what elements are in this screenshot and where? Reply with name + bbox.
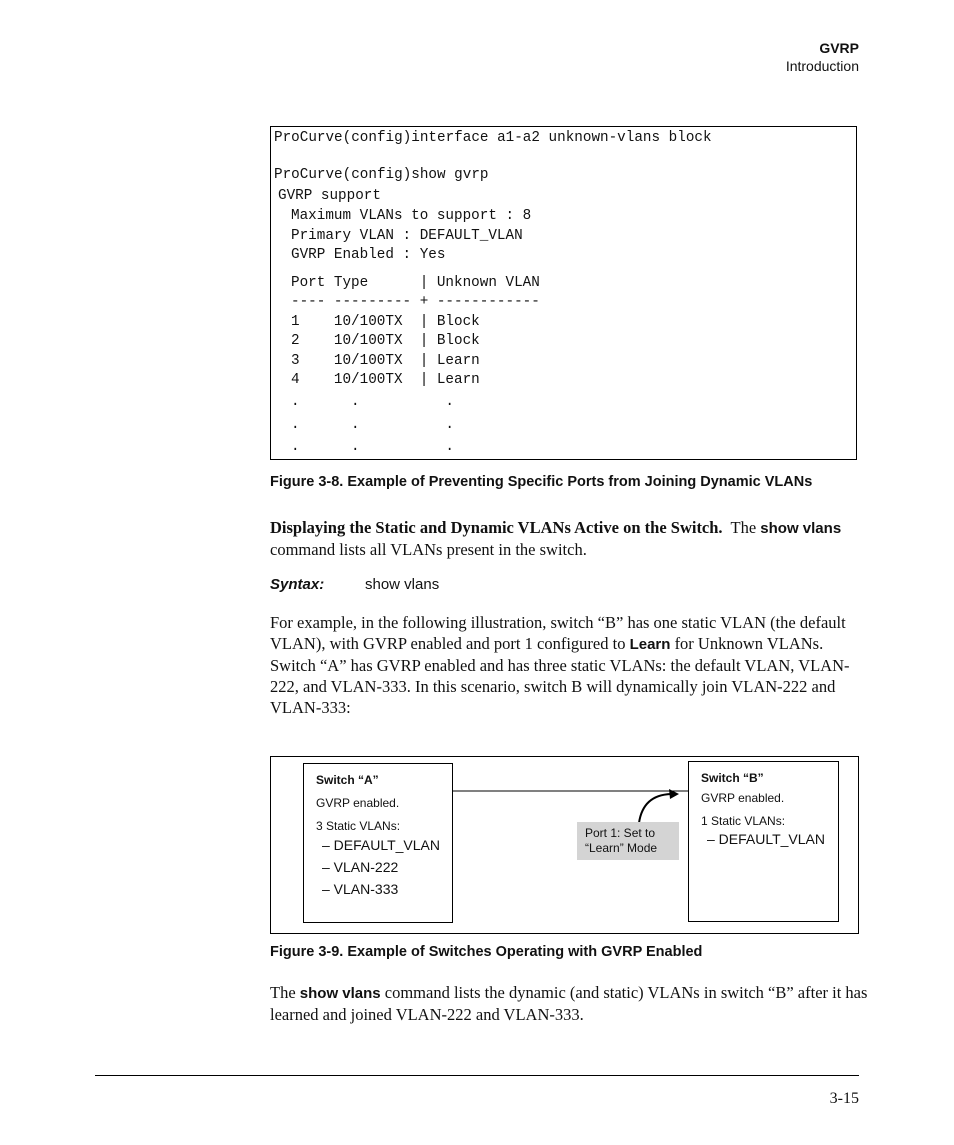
switch-a-vlan: – DEFAULT_VLAN (322, 837, 441, 853)
cli-line: . . . (291, 394, 455, 410)
cli-line: ProCurve(config)show gvrp (274, 167, 489, 183)
paragraph-text: for Unknown VLANs. Switch “A” has GVRP enabled and has three static VLANs: the default VLAN, VLAN-222, and VLAN-333. In this scenario, switch B will dynamically join VLAN-222 and VLAN-333: (270, 634, 850, 717)
switch-b-box (688, 761, 839, 922)
cli-line: Port Type | Unknown VLAN (291, 275, 540, 291)
port-note-line: Port 1: Set to (585, 826, 656, 840)
paragraph (270, 517, 870, 560)
cli-line: 1 10/100TX | Block (291, 314, 480, 330)
syntax-label: Syntax: (270, 576, 325, 593)
switch-b-title: Switch “B” (701, 771, 764, 785)
page-number: 3-15 (829, 1090, 859, 1107)
cli-line: 2 10/100TX | Block (291, 333, 480, 349)
gvrp-diagram (270, 756, 859, 934)
command-name: show vlans (760, 520, 842, 537)
figure-caption: Figure 3-8. Example of Preventing Specific Ports from Joining Dynamic VLANs (270, 474, 813, 490)
switch-a-box (303, 763, 453, 923)
paragraph-text: The (270, 983, 296, 1002)
running-header (786, 40, 859, 75)
cli-line: Maximum VLANs to support : 8 (291, 208, 532, 224)
switch-a-title: Switch “A” (316, 773, 379, 787)
port-note-line: “Learn” Mode (585, 841, 658, 855)
cli-line: 3 10/100TX | Learn (291, 353, 480, 369)
command-name: show vlans (299, 985, 381, 1002)
run-in-heading: Displaying the Static and Dynamic VLANs Active on the Switch. (270, 518, 723, 537)
cli-line: . . . (291, 417, 455, 433)
switch-b-vlan: – DEFAULT_VLAN (707, 831, 826, 847)
syntax-value: show vlans (365, 576, 440, 593)
switch-b-status: GVRP enabled. (701, 791, 785, 805)
port-note (577, 822, 679, 860)
footer-rule (95, 1075, 859, 1076)
syntax-row (270, 576, 440, 593)
paragraph (270, 612, 870, 718)
paragraph (270, 982, 870, 1025)
cli-line: . . . (291, 439, 455, 455)
callout-arrow (639, 794, 671, 823)
header-section: Introduction (785, 58, 859, 74)
switch-a-vlan-label: 3 Static VLANs: (316, 819, 401, 833)
cli-line: ProCurve(config)interface a1-a2 unknown-vlans block (274, 130, 712, 146)
cli-line: GVRP Enabled : Yes (291, 247, 446, 263)
keyword: Learn (629, 636, 671, 653)
cli-line: GVRP support (278, 188, 381, 204)
cli-line: ---- --------- + ------------ (291, 294, 540, 310)
paragraph-text: command lists the dynamic (and static) VLANs in switch “B” after it has learned and joined VLAN-222 and VLAN-333. (270, 983, 868, 1024)
paragraph-text: command lists all VLANs present in the switch. (270, 540, 587, 559)
paragraph-text: For example, in the following illustration, switch “B” has one static VLAN (the default VLAN), with GVRP enabled and port 1 configured to (270, 613, 846, 653)
cli-line: Primary VLAN : DEFAULT_VLAN (291, 228, 523, 244)
cli-line: 4 10/100TX | Learn (291, 372, 480, 388)
switch-a-status: GVRP enabled. (316, 796, 400, 810)
switch-a-vlan: – VLAN-333 (322, 881, 399, 897)
switch-b-vlan-label: 1 Static VLANs: (701, 814, 786, 828)
paragraph-text: The (730, 518, 757, 537)
figure-caption: Figure 3-9. Example of Switches Operating with GVRP Enabled (270, 944, 703, 960)
switch-a-vlan: – VLAN-222 (322, 859, 399, 875)
cli-output-box (270, 126, 857, 460)
header-chapter: GVRP (819, 40, 859, 56)
